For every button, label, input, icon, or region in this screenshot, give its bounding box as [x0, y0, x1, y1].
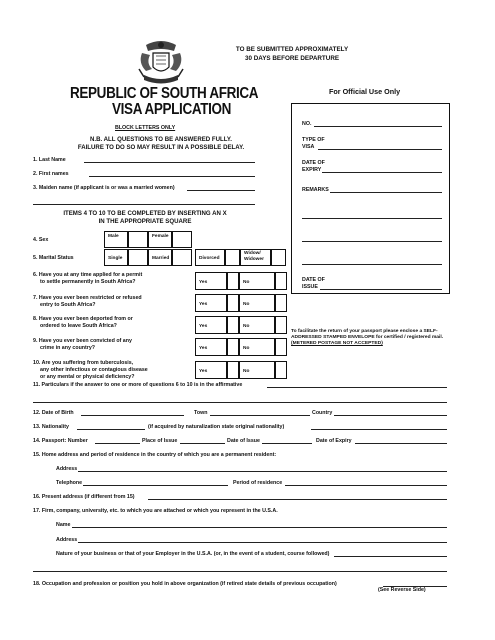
q10-label-line3: or any mental or physical deficiency? — [40, 374, 135, 380]
q14-date-issue-label: Date of Issue — [227, 438, 260, 444]
q10-no[interactable]: No — [239, 361, 275, 379]
q7-no[interactable]: No — [239, 294, 275, 312]
q9-no[interactable]: No — [239, 338, 275, 356]
q17-nature-field[interactable] — [334, 556, 447, 557]
official-date-of-2-label: DATE OF — [302, 277, 325, 283]
single-checkbox[interactable] — [128, 249, 148, 266]
official-visa-label: VISA — [302, 144, 315, 150]
q15-telephone-field[interactable] — [83, 485, 228, 486]
q3-label: 3. Maiden name (if applicant is or was a married women) — [33, 185, 175, 191]
q9-no-box[interactable] — [275, 338, 287, 356]
official-expiry-label: EXPIRY — [302, 167, 322, 173]
q6-label-line2: to settle permanently in South Africa? — [40, 279, 136, 285]
q11-field[interactable] — [267, 387, 447, 388]
q7-yes[interactable]: Yes — [195, 294, 227, 312]
q9-yes[interactable]: Yes — [195, 338, 227, 356]
return-note-line2: ADDRESSED STAMPED ENVELOPE for certified / registered mail. — [291, 335, 444, 340]
block-letters-note: BLOCK LETTERS ONLY — [115, 125, 176, 131]
q17-nature-field-line2[interactable] — [33, 571, 447, 572]
official-date-of-label: DATE OF — [302, 160, 325, 166]
q11-label: 11. Particulars if the answer to one or more of questions 6 to 10 is in the affirmative — [33, 382, 243, 388]
q17-name-label: Name — [56, 522, 71, 528]
q6-no[interactable]: No — [239, 272, 275, 290]
q12-label: 12. Date of Birth — [33, 410, 74, 416]
q8-label-line1: 8. Have you ever been deported from or — [33, 316, 133, 322]
q2-field[interactable] — [89, 176, 255, 177]
q17-address-field[interactable] — [78, 542, 447, 543]
q14-place-label: Place of Issue — [142, 438, 178, 444]
female-checkbox[interactable] — [172, 231, 192, 248]
q3-field[interactable] — [187, 190, 255, 191]
q10-yes-box[interactable] — [227, 361, 239, 379]
submit-note-line1: TO BE SUBMITTED APPROXIMATELY — [235, 46, 349, 53]
official-no-label: NO. — [302, 121, 312, 127]
coat-of-arms-emblem — [136, 39, 186, 87]
male-checkbox[interactable] — [128, 231, 148, 248]
male-label-cell: Male — [104, 231, 128, 248]
submit-note-line2: 30 DAYS BEFORE DEPARTURE — [244, 55, 340, 62]
divorced-label-cell: Divorced — [195, 249, 225, 266]
instructions-line1: ITEMS 4 TO 10 TO BE COMPLETED BY INSERTING AN X — [63, 210, 227, 217]
q17-name-field[interactable] — [72, 527, 447, 528]
q12-country-field[interactable] — [334, 415, 447, 416]
q10-no-box[interactable] — [275, 361, 287, 379]
q13-original-field[interactable] — [311, 429, 447, 430]
q14-date-expiry-field[interactable] — [355, 443, 447, 444]
q15-address-field[interactable] — [78, 471, 447, 472]
q14-label: 14. Passport: Number — [33, 438, 88, 444]
q10-label-line1: 10. Are you suffering from tuberculosis, — [33, 360, 134, 366]
q18-label: 18. Occupation and profession or position you hold in above organization (if retired state details of previous occupation) — [33, 581, 337, 587]
q8-yes[interactable]: Yes — [195, 316, 227, 334]
q4-label: 4. Sex — [33, 237, 49, 243]
q15-address-label: Address — [56, 466, 78, 472]
q1-field[interactable] — [84, 162, 255, 163]
q10-label-line2: any other infectious or contagious disease — [40, 367, 148, 373]
q8-no-box[interactable] — [275, 316, 287, 334]
form-title-line2: VISA APPLICATION — [112, 101, 232, 118]
q10-yes[interactable]: Yes — [195, 361, 227, 379]
q13-nationality-field[interactable] — [77, 429, 145, 430]
official-use-box — [291, 103, 450, 294]
instructions-line2: IN THE APPROPRIATE SQUARE — [98, 218, 192, 225]
q5-label: 5. Marital Status — [33, 255, 74, 261]
married-checkbox[interactable] — [172, 249, 192, 266]
q16-field[interactable] — [148, 499, 447, 500]
q14-place-field[interactable] — [180, 443, 225, 444]
q2-label: 2. First names — [33, 171, 69, 177]
q17-nature-label: Nature of your business or that of your Employer in the U.S.A. (or, in the event of a student, course followed) — [56, 551, 330, 557]
widow-label-cell: Widow/ Widower — [240, 249, 271, 266]
q13-label: 13. Nationality — [33, 424, 69, 430]
nb-line2: FAILURE TO DO SO MAY RESULT IN A POSSIBLE DELAY. — [77, 144, 245, 151]
q8-label-line2: ordered to leave South Africa? — [40, 323, 117, 329]
q16-label: 16. Present address (if different from 15) — [33, 494, 135, 500]
q7-label-line1: 7. Have you ever been restricted or refused — [33, 295, 142, 301]
female-label-cell: Female — [148, 231, 172, 248]
q12-dob-field[interactable] — [81, 415, 184, 416]
q12-country-label: Country — [312, 410, 333, 416]
nb-line1: N.B. ALL QUESTIONS TO BE ANSWERED FULLY. — [90, 136, 232, 143]
q14-date-expiry-label: Date of Expiry — [316, 438, 352, 444]
official-type-of-label: TYPE OF — [302, 137, 325, 143]
form-title-line1: REPUBLIC OF SOUTH AFRICA — [70, 85, 259, 102]
q6-no-box[interactable] — [275, 272, 287, 290]
q3-field-line2[interactable] — [33, 204, 255, 205]
divorced-checkbox[interactable] — [225, 249, 240, 266]
q14-number-field[interactable] — [95, 443, 140, 444]
return-note-line3: (METERED POSTAGE NOT ACCEPTED) — [291, 341, 383, 346]
official-use-title: For Official Use Only — [329, 87, 401, 96]
q12-town-label: Town — [194, 410, 208, 416]
q6-label-line1: 6. Have you at any time applied for a permit — [33, 272, 143, 278]
see-reverse-note: (See Reverse Side) — [378, 587, 426, 593]
q12-town-field[interactable] — [210, 415, 310, 416]
q9-yes-box[interactable] — [227, 338, 239, 356]
q7-yes-box[interactable] — [227, 294, 239, 312]
q8-yes-box[interactable] — [227, 316, 239, 334]
q1-label: 1. Last Name — [33, 157, 66, 163]
q9-label-line1: 9. Have you ever been convicted of any — [33, 338, 132, 344]
q15-label: 15. Home address and period of residence in the country of which you are a permanent resident: — [33, 452, 277, 458]
widow-checkbox[interactable] — [271, 249, 286, 266]
q6-yes[interactable]: Yes — [195, 272, 227, 290]
q9-label-line2: crime in any country? — [40, 345, 96, 351]
q17-label: 17. Firm, company, university, etc. to which you are attached or which you represent in the U.S.A. — [33, 508, 278, 514]
q15-period-label: Period of residence — [233, 480, 283, 486]
q6-yes-box[interactable] — [227, 272, 239, 290]
q8-no[interactable]: No — [239, 316, 275, 334]
married-label-cell: Married — [148, 249, 172, 266]
q14-date-issue-field[interactable] — [262, 443, 312, 444]
q13-note: (if acquired by naturalization state original nationality) — [148, 424, 285, 430]
q17-address-label: Address — [56, 537, 78, 543]
q15-telephone-label: Telephone — [56, 480, 83, 486]
single-label-cell: Single — [104, 249, 128, 266]
q15-period-field[interactable] — [285, 485, 447, 486]
official-issue-label: ISSUE — [302, 284, 318, 290]
q7-label-line2: entry to South Africa? — [40, 302, 96, 308]
q11-field-line2[interactable] — [33, 402, 447, 403]
q7-no-box[interactable] — [275, 294, 287, 312]
return-note-line1: To facilitate the return of your passport please enclose a SELF- — [291, 329, 438, 334]
official-remarks-label: REMARKS — [302, 187, 329, 193]
